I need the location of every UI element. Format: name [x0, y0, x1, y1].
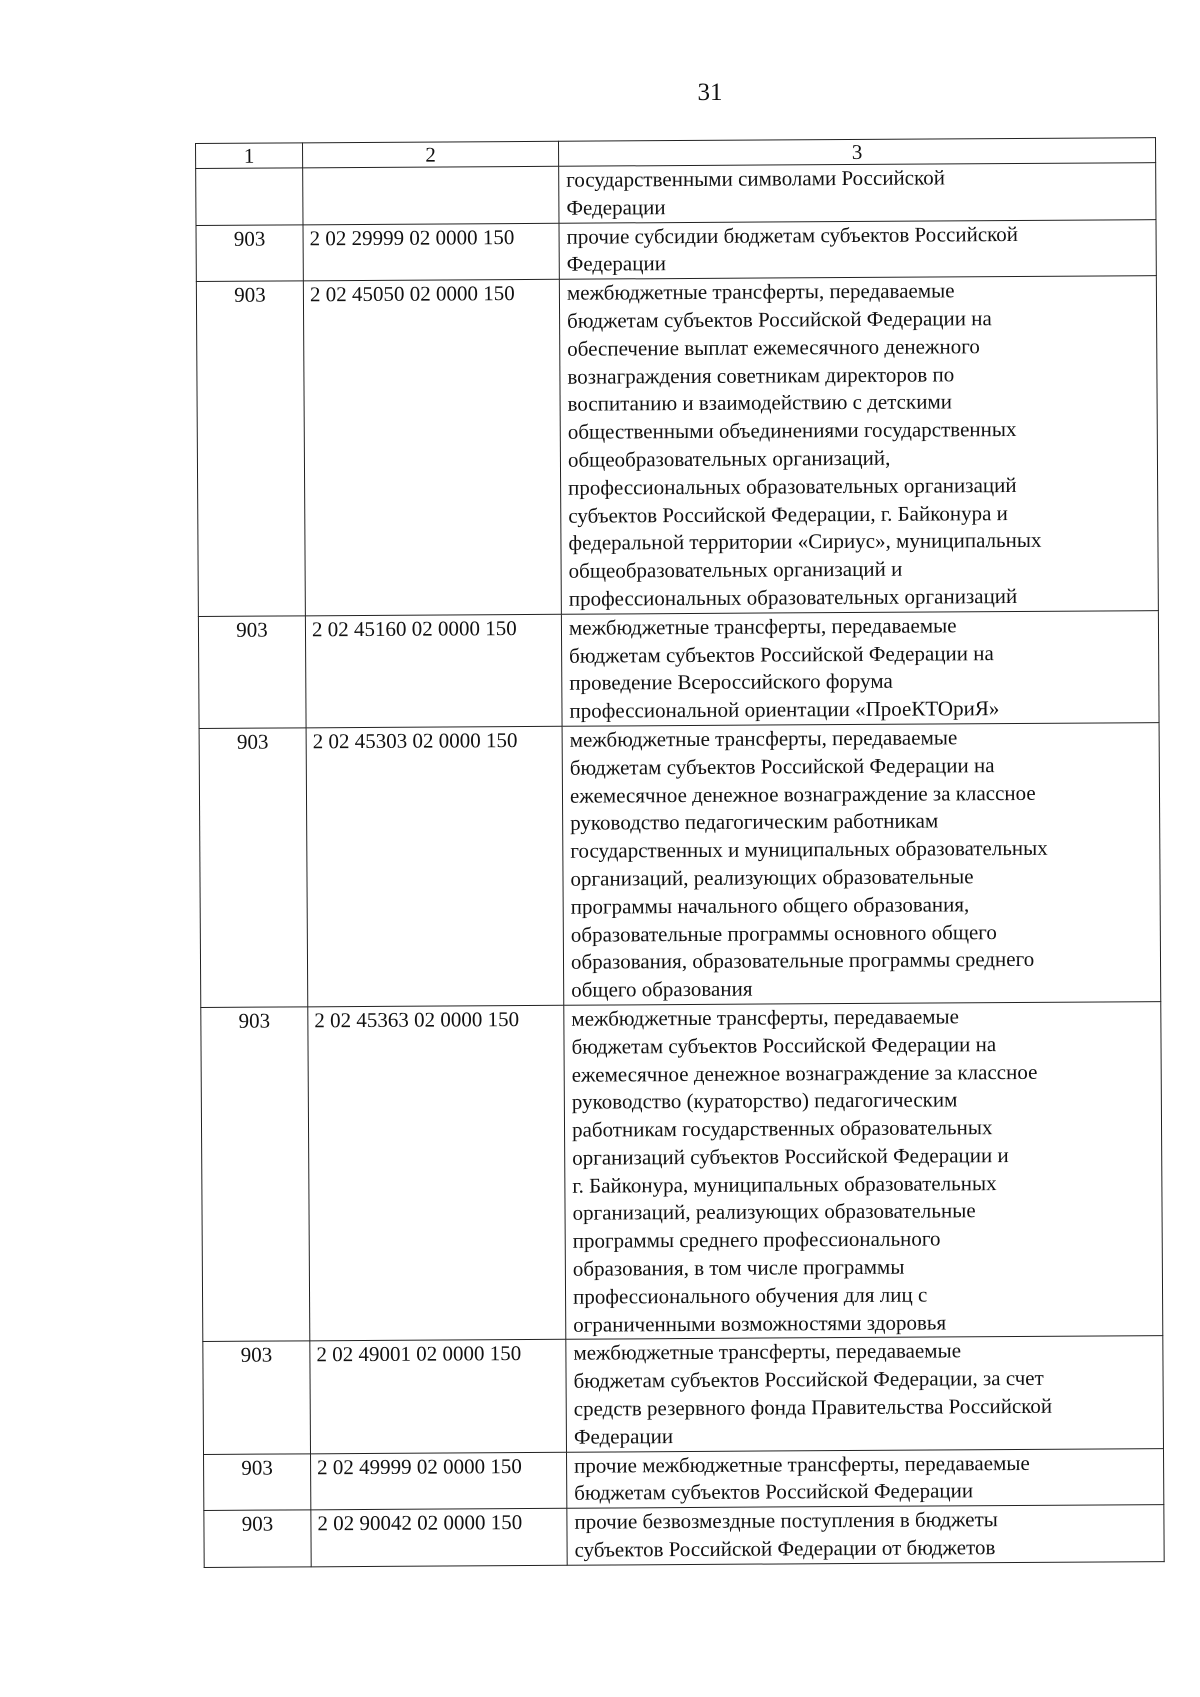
description-line: межбюджетные трансферты, передаваемые [569, 725, 958, 752]
budget-classification-code-cell: 2 02 45303 02 0000 150 [306, 726, 564, 1007]
description-line: вознаграждения советникам директоров по [567, 361, 955, 389]
description-line: средств резервного фонда Правительства Российской [573, 1393, 1053, 1421]
header-cell-1: 1 [196, 143, 303, 169]
description-line: профессионального обучения для лиц с [572, 1282, 928, 1309]
budget-classification-code-cell [303, 166, 559, 224]
revenue-description-cell [564, 1002, 1163, 1340]
revenue-description-cell [566, 1336, 1164, 1452]
revenue-description-cell [562, 723, 1161, 1006]
budget-classification-code-cell: 2 02 49001 02 0000 150 [310, 1340, 567, 1454]
admin-code-cell [196, 168, 303, 225]
description-line: обеспечение выплат ежемесячного денежного [567, 333, 980, 361]
revenue-description-cell [559, 219, 1156, 279]
admin-code-cell: 903 [199, 728, 308, 1008]
description-line: межбюджетные трансферты, передаваемые [571, 1004, 960, 1031]
description-line: бюджетам субъектов Российской Федерации, за счет [573, 1366, 1044, 1393]
description-line: государственными символами Российской [566, 165, 946, 192]
description-line: профессиональных образовательных организаций [568, 472, 1017, 500]
table-row [204, 1505, 1164, 1567]
description-line: профессиональной ориентации «ПроеКТОриЯ» [569, 696, 1000, 723]
description-line: прочие межбюджетные трансферты, передаваемые [574, 1450, 1030, 1478]
table-row [196, 163, 1156, 225]
table-row [204, 1448, 1164, 1510]
description-line: профессиональных образовательных организаций [568, 583, 1018, 611]
description-line: общего образования [571, 976, 753, 1002]
description-line: бюджетам субъектов Российской Федерации на [569, 752, 995, 780]
description-line: работникам государственных образовательных [571, 1115, 993, 1142]
description-line: Федерации [566, 251, 667, 277]
description-line: общеобразовательных организаций и [568, 556, 903, 583]
description-line: программы среднего профессионального [572, 1226, 941, 1253]
table-row [196, 219, 1156, 281]
description-line: ежемесячное денежное вознаграждение за классное [569, 780, 1036, 808]
description-line: бюджетам субъектов Российской Федерации на [571, 1031, 997, 1059]
description-line: программы начального общего образования, [570, 892, 970, 919]
description-line: Федерации [566, 194, 666, 220]
header-cell-3: 3 [558, 138, 1155, 167]
description-line: организаций субъектов Российской Федерации и [572, 1142, 1009, 1170]
revenue-description-cell [559, 163, 1156, 223]
admin-code-cell: 903 [204, 1453, 311, 1510]
description-line: ежемесячное денежное вознаграждение за классное [571, 1059, 1038, 1087]
revenue-description-cell [559, 276, 1158, 614]
table-body [196, 138, 1165, 1568]
table-row [199, 723, 1161, 1008]
description-line: межбюджетные трансферты, передаваемые [566, 278, 955, 305]
admin-code-cell: 903 [196, 281, 305, 616]
description-line: ограниченными возможностями здоровья [573, 1310, 947, 1337]
description-line: прочие безвозмездные поступления в бюджеты [574, 1507, 998, 1534]
description-line: Федерации [573, 1423, 674, 1449]
table-row [198, 610, 1159, 728]
description-line: общественными объединениями государственных [567, 417, 1017, 444]
budget-classification-code-cell: 2 02 45160 02 0000 150 [305, 614, 562, 728]
budget-classification-code-cell: 2 02 90042 02 0000 150 [311, 1509, 567, 1567]
admin-code-cell: 903 [196, 224, 303, 281]
description-line: руководство (кураторство) педагогическим [571, 1087, 958, 1115]
description-line: образования, в том числе программы [572, 1254, 905, 1281]
admin-code-cell: 903 [204, 1510, 311, 1567]
table-row [196, 276, 1158, 616]
description-line: бюджетам субъектов Российской Федерации на [567, 306, 992, 333]
budget-classification-code-cell: 2 02 49999 02 0000 150 [311, 1452, 567, 1510]
revenue-description-cell [567, 1505, 1164, 1565]
description-line: организаций, реализующих образовательные [572, 1198, 976, 1226]
description-line: г. Байконура, муниципальных образовательных [572, 1170, 997, 1198]
description-line: бюджетам субъектов Российской Федерации [574, 1478, 974, 1506]
admin-code-cell: 903 [198, 616, 306, 729]
page-number: 31 [697, 79, 723, 106]
description-line: общеобразовательных организаций, [567, 445, 891, 472]
description-line: образования, образовательные программы среднего [570, 947, 1035, 975]
description-line: государственных и муниципальных образовательных [570, 835, 1048, 863]
revenue-description-cell [561, 610, 1159, 726]
revenue-description-cell [567, 1448, 1164, 1508]
description-line: прочие субсидии бюджетам субъектов Российской [566, 221, 1019, 249]
budget-classification-code-cell: 2 02 45050 02 0000 150 [303, 279, 561, 615]
budget-classification-code-cell: 2 02 29999 02 0000 150 [303, 223, 559, 281]
description-line: межбюджетные трансферты, передаваемые [568, 613, 957, 640]
description-line: субъектов Российской Федерации, г. Байконура и [568, 500, 1008, 528]
description-line: организаций, реализующих образовательные [570, 864, 974, 891]
description-line: бюджетам субъектов Российской Федерации на [569, 640, 994, 668]
description-line: проведение Всероссийского форума [569, 669, 893, 696]
description-line: федеральной территории «Сириус», муниципальных [568, 528, 1042, 556]
table-row [203, 1336, 1164, 1454]
description-line: субъектов Российской Федерации от бюджетов [574, 1535, 996, 1562]
admin-code-cell: 903 [201, 1007, 310, 1342]
budget-classification-code-cell: 2 02 45363 02 0000 150 [308, 1005, 566, 1341]
description-line: руководство педагогическим работникам [570, 808, 939, 836]
admin-code-cell: 903 [203, 1341, 311, 1454]
description-line: образовательные программы основного общего [570, 919, 997, 947]
budget-code-table [195, 137, 1165, 1568]
header-cell-2: 2 [303, 141, 559, 168]
table-row [201, 1002, 1163, 1342]
description-line: воспитанию и взаимодействию с детскими [567, 389, 953, 417]
description-line: межбюджетные трансферты, передаваемые [573, 1338, 962, 1366]
